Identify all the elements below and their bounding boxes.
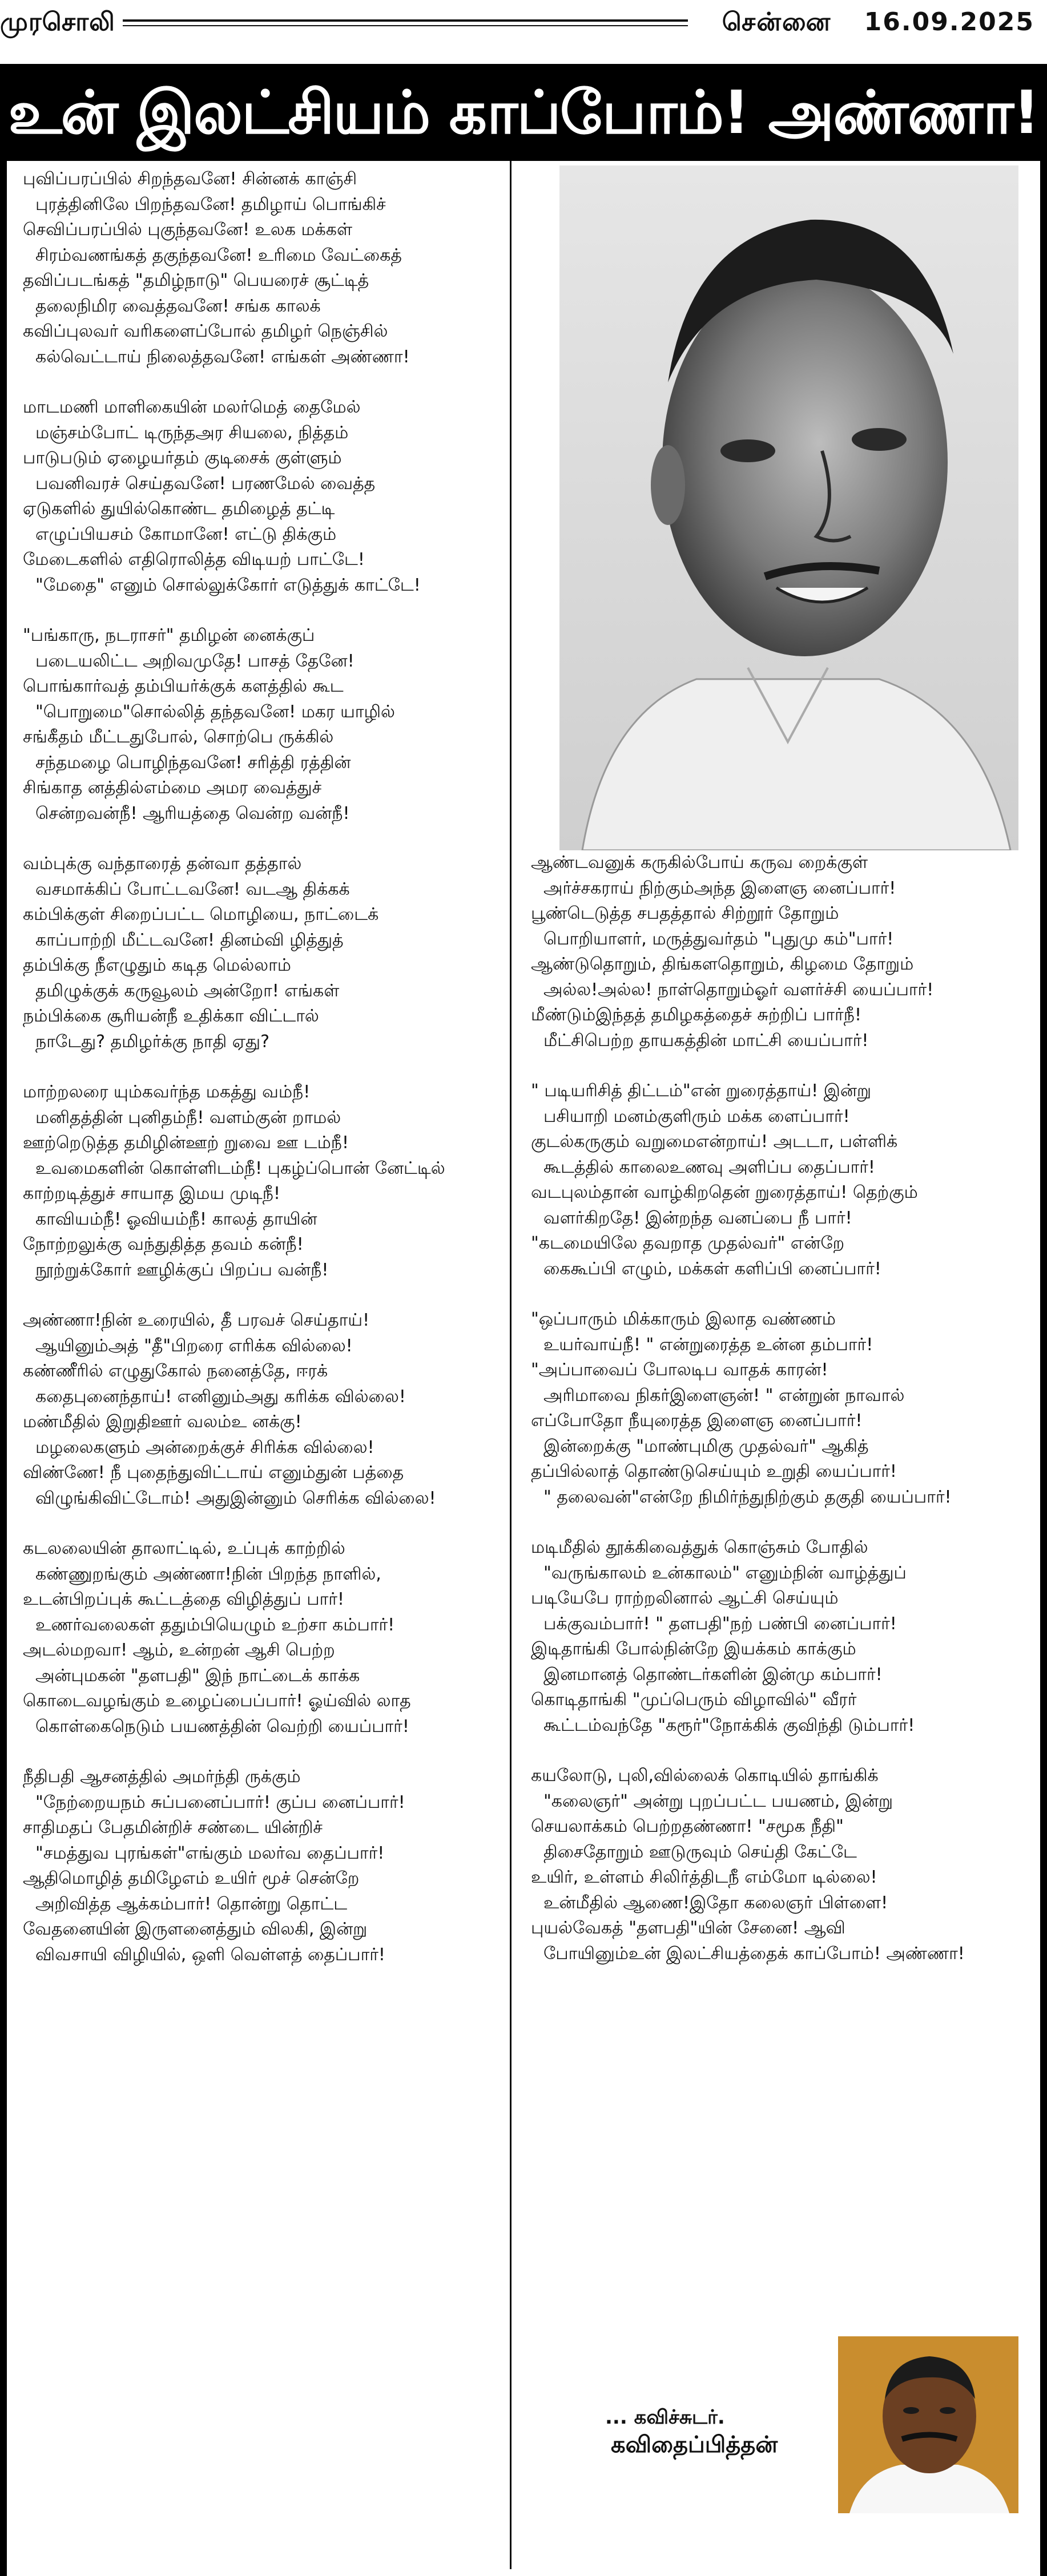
poem-line: "பொறுமை"சொல்லித் தந்தவனே! மகர யாழில் [35, 701, 395, 722]
poem-line: கதைபுனைந்தாய்! எனினும்அது கரிக்க வில்லை! [35, 1386, 406, 1407]
poem-line: வடபுலம்தான் வாழ்கிறதென் றுரைத்தாய்! தெற்கும் [531, 1182, 918, 1202]
poem-line: பாடுபடும் ஏழையர்தம் குடிசைக் குள்ளும் [23, 448, 342, 468]
poem-line: கொடைவழங்கும் உழைப்பைப்பார்! ஓய்வில் லாத [23, 1691, 411, 1711]
poem-stanza [531, 1079, 1028, 1282]
poem-line: கைகூப்பி எழும், மக்கள் களிப்பி னைப்பார்! [543, 1258, 881, 1279]
poem-line: மீட்சிபெற்ற தாயகத்தின் மாட்சி யைப்பார்! [543, 1030, 869, 1051]
poem-line: மஞ்சம்போட் டிருந்தஅர சியலை, நித்தம் [35, 422, 349, 443]
poem-line: மனிதத்தின் புனிதம்நீ! வளம்குன் றாமல் [35, 1107, 341, 1128]
poem-stanza [23, 623, 497, 826]
poem-line: இடிதாங்கி போல்நின்றே இயக்கம் காக்கும் [531, 1639, 856, 1659]
poem-line: கொள்கைநெடும் பயணத்தின் வெற்றி யைப்பார்! [35, 1716, 409, 1737]
poem-line: படையலிட்ட அறிவமுதே! பாசத் தேனே! [35, 651, 355, 671]
poem-line: கயலோடு, புலி,வில்லைக் கொடியில் தாங்கிக் [531, 1766, 879, 1786]
poem-line: ஆயினும்அத் "தீ"பிறரை எரிக்க வில்லை! [35, 1335, 353, 1356]
poem-line: "அப்பாவைப் போலடிப வாதக் காரன்! [531, 1360, 828, 1380]
poem-stanza [23, 1308, 497, 1511]
masthead-rule-thin [123, 25, 688, 26]
poem-line: தம்பிக்கு நீஎழுதும் கடித மெல்லாம் [23, 955, 291, 975]
poem-line: ஏடுகளில் துயில்கொண்ட தமிழைத் தட்டி [23, 499, 335, 519]
poem-left-column [23, 167, 497, 1968]
poem-right-column [531, 850, 1028, 1967]
poem-line: மழலைகளும் அன்றைக்குச் சிரிக்க வில்லை! [35, 1437, 374, 1457]
poem-stanza [23, 395, 497, 598]
poet-name: கவிதைப்பித்தன் [611, 2432, 778, 2458]
poem-line: தலைநிமிர வைத்தவனே! சங்க காலக் [35, 296, 321, 316]
poem-line: பொங்கார்வத் தம்பியர்க்குக் களத்தில் கூட [23, 676, 344, 696]
page-border-right [1040, 161, 1047, 2576]
poem-line: விவசாயி விழியில், ஒளி வெள்ளத் தைப்பார்! [35, 1944, 385, 1965]
poem-line: தவிப்படங்கத் "தமிழ்நாடு" பெயரைச் சூட்டித் [23, 270, 369, 290]
poem-line: தமிழுக்குக் கருவூலம் அன்றோ! எங்கள் [35, 980, 340, 1001]
poem-line: அல்ல!அல்ல! நாள்தொறும்ஓர் வளர்ச்சி யைப்பார்! [543, 979, 934, 1000]
poem-line: ஊற்றெடுத்த தமிழின்ஊற் றுவை ஊ டம்நீ! [23, 1133, 349, 1153]
poem-line: கூட்டம்வந்தே "கரூர்"நோக்கிக் குவிந்தி டும்பார்! [543, 1715, 915, 1735]
poem-line: மடிமீதில் தூக்கிவைத்துக் கொஞ்சும் போதில் [531, 1537, 868, 1557]
column-divider [510, 161, 512, 2569]
poem-line: மண்மீதில் இறுதிஊர் வலம்உ னக்கு! [23, 1412, 302, 1432]
poem-line: கவிப்புலவர் வரிகளைப்போல் தமிழர் நெஞ்சில் [23, 321, 388, 341]
poem-line: கல்வெட்டாய் நிலைத்தவனே! எங்கள் அண்ணா! [35, 346, 410, 367]
poem-line: பொறியாளர், மருத்துவர்தம் "புதுமு கம்"பார்! [543, 928, 894, 949]
poem-line: எப்போதோ நீயுரைத்த இளைஞ னைப்பார்! [531, 1411, 863, 1431]
poem-line: வேதனையின் இருளனைத்தும் விலகி, இன்று [23, 1919, 368, 1939]
poem-line: "கடமையிலே தவறாத முதல்வர்" என்றே [531, 1233, 845, 1253]
poem-line: கொடிதாங்கி "முப்பெரும் விழாவில்" வீரர் [531, 1690, 857, 1710]
poem-line: கம்பிக்குள் சிறைப்பட்ட மொழியை, நாட்டைக் [23, 905, 379, 924]
poem-line: அன்புமகன் "தளபதி" இந் நாட்டைக் காக்க [35, 1665, 360, 1686]
poem-line: "வருங்காலம் உன்காலம்" எனும்நின் வாழ்த்துப் [543, 1562, 907, 1583]
poem-line: உன்மீதில் ஆணை!இதோ கலைஞர் பிள்ளை! [543, 1892, 888, 1913]
poem-line: " படியரிசித் திட்டம்"என் றுரைத்தாய்! இன்று [531, 1081, 872, 1101]
poem-line: மாடமணி மாளிகையின் மலர்மெத் தைமேல் [23, 397, 361, 417]
poem-stanza [531, 1307, 1028, 1510]
poem-line: "ஒப்பாரும் மிக்காரும் இலாத வண்ணம் [531, 1309, 836, 1329]
poem-line: காற்றடித்துச் சாயாத இமய முடிநீ! [23, 1184, 281, 1204]
poet-signature [605, 2404, 822, 2458]
poem-line: கண்ணீரில் எழுதுகோல் நனைத்தே, ஈரக் [23, 1361, 328, 1381]
poem-stanza [531, 850, 1028, 1053]
poem-line: மாற்றலரை யும்கவர்ந்த மகத்து வம்நீ! [23, 1082, 311, 1102]
poem-line: " தலைவன்"என்றே நிமிர்ந்துநிற்கும் தகுதி யைப்பார்! [543, 1487, 952, 1507]
poem-line: "மேதை" எனும் சொல்லுக்கோர் எடுத்துக் காட்டே! [35, 575, 421, 595]
poem-line: சிங்காத னத்தில்எம்மை அமர வைத்துச் [23, 778, 322, 798]
poem-line: மேடைகளில் எதிரொலித்த விடியற் பாட்டே! [23, 550, 365, 570]
poem-line: அடல்மறவா! ஆம், உன்றன் ஆசி பெற்ற [23, 1640, 335, 1660]
poem-line: உயிர், உள்ளம் சிலிர்த்திடநீ எம்மோ டில்லை! [531, 1867, 877, 1887]
poem-line: இனமானத் தொண்டர்களின் இன்மு கம்பார்! [543, 1664, 883, 1685]
poem-line: புயல்வேகத் "தளபதி"யின் சேனை! ஆவி [531, 1918, 845, 1938]
poem-stanza [531, 1535, 1028, 1738]
masthead-rule [123, 19, 688, 22]
poem-line: உடன்பிறப்புக் கூட்டத்தை விழித்துப் பார்! [23, 1589, 344, 1609]
poem-line: அறிவித்த ஆக்கம்பார்! தொன்று தொட்ட [35, 1893, 348, 1914]
poet-photo [838, 2336, 1018, 2513]
poem-line: கண்ணுறங்கும் அண்ணா!நின் பிறந்த நாளில், [35, 1564, 381, 1584]
poem-line: சங்கீதம் மீட்டதுபோல், சொற்பெ ருக்கில் [23, 727, 334, 747]
poem-line: மீண்டும்இந்தத் தமிழகத்தைச் சுற்றிப் பார்நீ! [531, 1005, 861, 1025]
poem-line: நூற்றுக்கோர் ஊழிக்குப் பிறப்ப வன்நீ! [35, 1259, 329, 1280]
poet-title: ... கவிச்சுடர். [605, 2406, 725, 2429]
poem-line: படியேபே ராற்றலினால் ஆட்சி செய்யும் [531, 1588, 839, 1608]
poem-line: பூண்டெடுத்த சபதத்தால் சிற்றூர் தோறும் [531, 903, 839, 923]
poem-stanza [23, 1080, 497, 1283]
poem-line: சிரம்வணங்கத் தகுந்தவனே! உரிமை வேட்கைத் [35, 245, 402, 265]
poem-line: ஆண்டவனுக் கருகில்போய் கருவ றைக்குள் [531, 853, 868, 873]
poem-line: நோற்றலுக்கு வந்துதித்த தவம் கன்நீ! [23, 1234, 304, 1254]
leader-portrait-image [559, 165, 1018, 850]
poem-line: விழுங்கிவிட்டோம்! அதுஇன்னும் செரிக்க வில்லை! [35, 1488, 436, 1508]
poem-line: காப்பாற்றி மீட்டவனே! தினம்வி ழித்துத் [35, 930, 344, 950]
city: சென்னை [722, 7, 832, 37]
poet-portrait-image [838, 2336, 1018, 2513]
poem-line: இன்றைக்கு "மாண்புமிகு முதல்வர்" ஆகித் [543, 1436, 869, 1456]
poem-line: கூடத்தில் காலைஉணவு அளிப்ப தைப்பார்! [543, 1157, 875, 1177]
poem-line: வளர்கிறதே! இன்றந்த வனப்பை நீ பார்! [543, 1208, 852, 1228]
poem-line: அர்ச்சகராய் நிற்கும்அந்த இளைஞ னைப்பார்! [543, 878, 896, 898]
poem-line: நீதிபதி ஆசனத்தில் அமர்ந்தி ருக்கும் [23, 1767, 301, 1787]
poem-line: சாதிமதப் பேதமின்றிச் சண்டை யின்றிச் [23, 1818, 323, 1838]
poem-stanza [23, 167, 497, 370]
poem-line: நாடேது? தமிழர்க்கு நாதி ஏது? [35, 1031, 269, 1052]
poem-line: சென்றவன்நீ! ஆரியத்தை வென்ற வன்நீ! [35, 803, 350, 823]
poem-line: அரிமாவை நிகர்இளைஞன்! " என்றுன் நாவால் [543, 1385, 905, 1406]
page-border-left [0, 161, 7, 2576]
poem-line: விண்ணே! நீ புதைந்துவிட்டாய் எனும்துன் பத்தை [23, 1463, 404, 1483]
poem-line: தப்பில்லாத் தொண்டுசெய்யும் உறுதி யைப்பார்! [531, 1461, 897, 1481]
poem-stanza [531, 1763, 1028, 1967]
poem-line: புவிப்பரப்பில் சிறந்தவனே! சின்னக் காஞ்சி [23, 169, 357, 189]
poem-line: உணர்வலைகள் ததும்பியெழும் உற்சா கம்பார்! [35, 1614, 395, 1635]
poem-line: புரத்தினிலே பிறந்தவனே! தமிழாய் பொங்கிச் [35, 194, 386, 215]
poem-line: குடல்கருகும் வறுமைஎன்றாய்! அடடா, பள்ளிக் [531, 1132, 898, 1152]
newspaper-name: முரசொலி [0, 7, 115, 37]
poem-line: காவியம்நீ! ஓவியம்நீ! காலத் தாயின் [35, 1209, 317, 1229]
poem-line: நம்பிக்கை சூரியன்நீ உதிக்கா விட்டால் [23, 1006, 319, 1026]
poem-line: பக்குவம்பார்! " தளபதி"நற் பண்பி னைப்பார்! [543, 1613, 897, 1634]
poem-line: வம்புக்கு வந்தாரைத் தன்வா தத்தால் [23, 854, 302, 874]
poem-stanza [23, 851, 497, 1055]
poem-line: உவமைகளின் கொள்ளிடம்நீ! புகழ்ப்பொன் னேட்டில் [35, 1158, 445, 1178]
poem-line: போயினும்உன் இலட்சியத்தைக் காப்போம்! அண்ணா! [543, 1943, 965, 1964]
poem-line: சந்தமழை பொழிந்தவனே! சரித்தி ரத்தின் [35, 752, 351, 773]
poem-line: உயர்வாய்நீ! " என்றுரைத்த உன்ன தம்பார்! [543, 1334, 873, 1355]
poem-stanza [23, 1536, 497, 1739]
poem-line: "நேற்றையநம் சுப்பனைப்பார்! குப்ப னைப்பார்! [35, 1792, 405, 1812]
masthead [0, 8, 1047, 37]
poem-line: பசியாறி மனம்குளிரும் மக்க ளைப்பார்! [543, 1106, 850, 1127]
poem-stanza [23, 1765, 497, 1968]
poem-line: அண்ணா!நின் உரையில், தீ பரவச் செய்தாய்! [23, 1310, 370, 1330]
headline: உன் இலட்சியம் காப்போம்! அண்ணா! [8, 78, 1039, 147]
date: 16.09.2025 [864, 7, 1034, 37]
portrait-photo [559, 165, 1018, 850]
poem-line: வசமாக்கிப் போட்டவனே! வடஆ திக்கக் [35, 879, 350, 899]
dateline [722, 8, 1034, 37]
poem-line: திசைதோறும் ஊடுருவும் செய்தி கேட்டே [543, 1842, 857, 1862]
poem-line: செவிப்பரப்பில் புகுந்தவனே! உலக மக்கள் [23, 220, 353, 240]
poem-line: ஆண்டுதொறும், திங்களதொறும், கிழமை தோறும் [531, 954, 914, 974]
headline-banner [0, 64, 1047, 161]
poem-line: செயலாக்கம் பெற்றதண்ணா! "சமூக நீதி" [531, 1816, 844, 1836]
poem-line: கடலலையின் தாலாட்டில், உப்புக் காற்றில் [23, 1539, 345, 1558]
poem-line: "சமத்துவ புரங்கள்"எங்கும் மலர்வ தைப்பார்! [35, 1843, 385, 1863]
poem-line: பவனிவரச் செய்தவனே! பரணமேல் வைத்த [35, 473, 376, 494]
poem-line: "பங்காரு, நடராசர்" தமிழன் னைக்குப் [23, 625, 315, 645]
poem-line: எழுப்பியசம் கோமானே! எட்டு திக்கும் [35, 524, 337, 544]
poem-line: ஆதிமொழித் தமிழேஎம் உயிர் மூச் சென்றே [23, 1868, 360, 1888]
poem-line: "கலைஞர்" அன்று புறப்பட்ட பயணம், இன்று [543, 1791, 893, 1811]
